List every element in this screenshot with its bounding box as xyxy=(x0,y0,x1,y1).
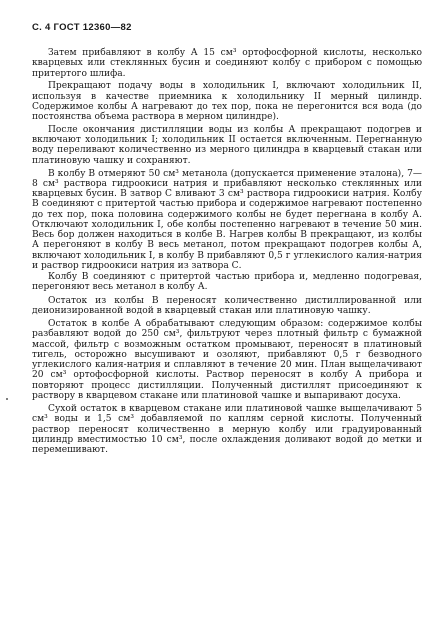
paragraph-add-phosphoric-acid: Затем прибавляют в колбу А 15 см³ ортофосфорной кислоты, несколько кварцевых или стеклянных бусин и соединяют колбу с прибором с помощью притертого шлифа. xyxy=(32,48,422,79)
paragraph-methanol-distillation: В колбу В отмеряют 50 см³ метанола (допускается применение эталона), 7—8 см³ раствора гидроокиси натрия и прибавляют несколько стеклянных или кварцевых бусин. В затвор С вливают 3 см³ раствора гидроокиси натрия. Колбу В соединяют с притертой частью прибора и содержимое нагревают постепенно до тех пор, пока половина содержимого колбы не будет перегнана в колбу А. Отключают холодильник I, обе колбы постепенно нагревают в течение 50 мин. Весь бор должен находиться в колбе В. Нагрев колбы В прекращают, из колбы А перегоняют в колбу В весь метанол, потом прекращают подогрев колбы А, включают холодильник I, в колбу В прибавляют 0,5 г углекислого калия-натрия и раствор гидроокиси натрия из затвора С. xyxy=(32,168,422,271)
page-header: С. 4 ГОСТ 12360—82 xyxy=(32,22,132,33)
paragraph-residue-flask-a: Остаток в колбе А обрабатывают следующим образом: содержимое колбы разбавляют водой до 250 см³, фильтруют через плотный фильтр с бумажной массой, фильтр с возможным остатком промывают, переносят в платиновый тигель, осторожно высушивают и озоляют, прибавляют 0,5 г безводного углекислого калия-натрия и сплавляют в течение 20 мин. План выщелачивают 20 см³ ортофосфорной кислоты. Раствор переносят в колбу А прибора и повторяют процесс дистилляции. Полученный дистиллят присоединяют к раствору в кварцевом стакане или платиновой чашке и выпаривают досуха. xyxy=(32,319,422,401)
paragraph-dry-residue: Сухой остаток в кварцевом стакане или платиновой чашке выщелачивают 5 см³ воды и 1,5 см³ добавляемой по каплям серной кислоты. Полученный раствор переносят количественно в мерную колбу или градуированный цилиндр вместимостью 10 см³, после охлаждения доливают водой до метки и перемешивают. xyxy=(32,404,422,456)
paragraph-residue-flask-b: Остаток из колбы В переносят количественно дистиллированной или деионизированной водой в кварцевый стакан или платиновую чашку. xyxy=(32,295,422,316)
scan-speck xyxy=(6,398,8,400)
paragraph-switch-condenser: Прекращают подачу воды в холодильник I, включают холодильник II, используя в качестве приемника к холодильнику II мерный цилиндр. Содержимое колбы А нагревают до тех пор, пока не перегонится вся вода (до постоянства объема раствора в мерном цилиндре). xyxy=(32,81,422,123)
paragraph-transfer-methanol: Колбу В соединяют с притертой частью прибора и, медленно подогревая, перегоняют весь метанол в колбу А. xyxy=(32,272,422,293)
document-body xyxy=(32,48,422,458)
paragraph-after-water-distillation: После окончания дистилляции воды из колбы А прекращают подогрев и включают холодильник I; холодильник II остается включенным. Перегнанную воду переливают количественно из мерного цилиндра в кварцевый стакан или платиновую чашку и сохраняют. xyxy=(32,124,422,166)
